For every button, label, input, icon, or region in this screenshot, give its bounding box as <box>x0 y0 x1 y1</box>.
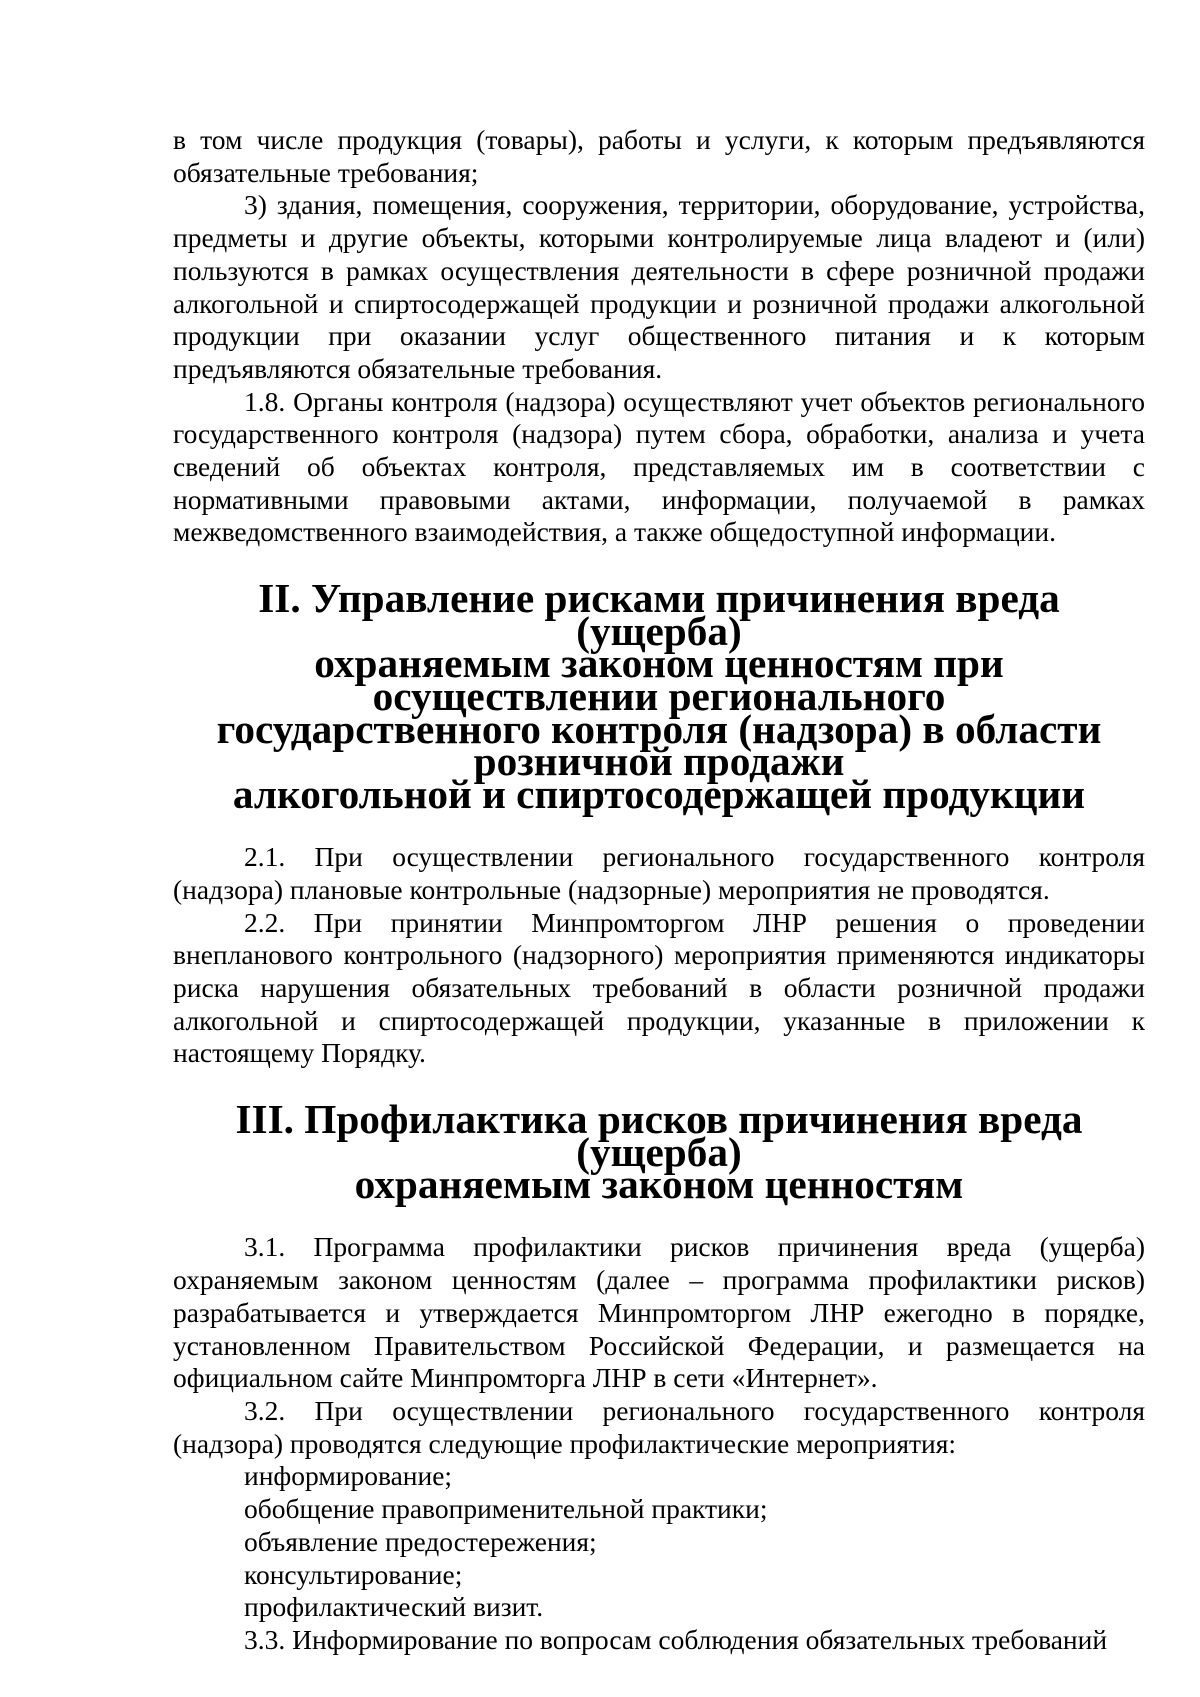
paragraph-continuation: в том числе продукция (товары), работы и услуги, к которым предъявляются обязательные требования; <box>173 124 1145 188</box>
list-item: объявление предостережения; <box>244 1525 597 1557</box>
section-3-heading <box>173 1095 1145 1208</box>
paragraph-item-3: 3) здания, помещения, сооружения, территории, оборудование, устройства, предметы и другие объекты, которыми контролируемые лица владеют и (или) пользуются в рамках осуществления деятельности в сфере розничной продажи алкогольной и спиртосодержащей продукции и розничной продажи алкогольной продукции при оказании услуг общественного питания и к которым предъявляются обязательные требования. <box>173 189 1145 384</box>
paragraph-2-2: 2.2. При принятии Минпромторгом ЛНР решения о проведении внепланового контрольного (надзорного) мероприятия применяются индикаторы риска нарушения обязательных требований в области розничной продажи алкогольной и спиртосодержащей продукции, указанные в приложении к настоящему Порядку. <box>173 906 1145 1069</box>
paragraph-1-8: 1.8. Органы контроля (надзора) осуществляют учет объектов регионального государственного контроля (надзора) путем сбора, обработки, анализа и учета сведений об объектах контроля, представляемых им в соответствии с нормативными правовыми актами, информации, получаемой в рамках межведомственного взаимодействия, а также общедоступной информации. <box>173 385 1145 548</box>
section-2-heading-line: охраняемым законом ценностям при осуществлении регионального <box>314 640 1004 719</box>
list-item: информирование; <box>244 1460 453 1492</box>
document-page <box>173 124 1145 1657</box>
paragraph-3-3: 3.3. Информирование по вопросам соблюдения обязательных требований <box>244 1623 1108 1655</box>
section-3-heading-line: охраняемым законом ценностям <box>354 1161 964 1208</box>
list-item: консультирование; <box>244 1558 463 1590</box>
paragraph-3-1: 3.1. Программа профилактики рисков причинения вреда (ущерба) охраняемым законом ценностям (далее – программа профилактики рисков) разрабатывается и утверждается Минпромторгом ЛНР ежегодно в порядке, установленном Правительством Российской Федерации, и размещается на официальном сайте Минпромторга ЛНР в сети «Интернет». <box>173 1231 1145 1394</box>
list-item: профилактический визит. <box>244 1591 544 1623</box>
paragraph-2-1: 2.1. При осуществлении регионального государственного контроля (надзора) плановые контрольные (надзорные) мероприятия не проводятся. <box>173 841 1145 905</box>
section-2-heading <box>173 574 1145 818</box>
section-2-heading-line: государственного контроля (надзора) в области розничной продажи <box>216 705 1102 785</box>
paragraph-3-2: 3.2. При осуществлении регионального государственного контроля (надзора) проводятся следующие профилактические мероприятия: <box>173 1394 1145 1459</box>
section-2-heading-line: алкогольной и спиртосодержащей продукции <box>232 771 1086 818</box>
section-2-heading-line: II. Управление рисками причинения вреда (ущерба) <box>258 574 1060 654</box>
list-item: обобщение правоприменительной практики; <box>244 1493 768 1525</box>
section-3-heading-line: III. Профилактика рисков причинения вреда (ущерба) <box>235 1095 1083 1175</box>
